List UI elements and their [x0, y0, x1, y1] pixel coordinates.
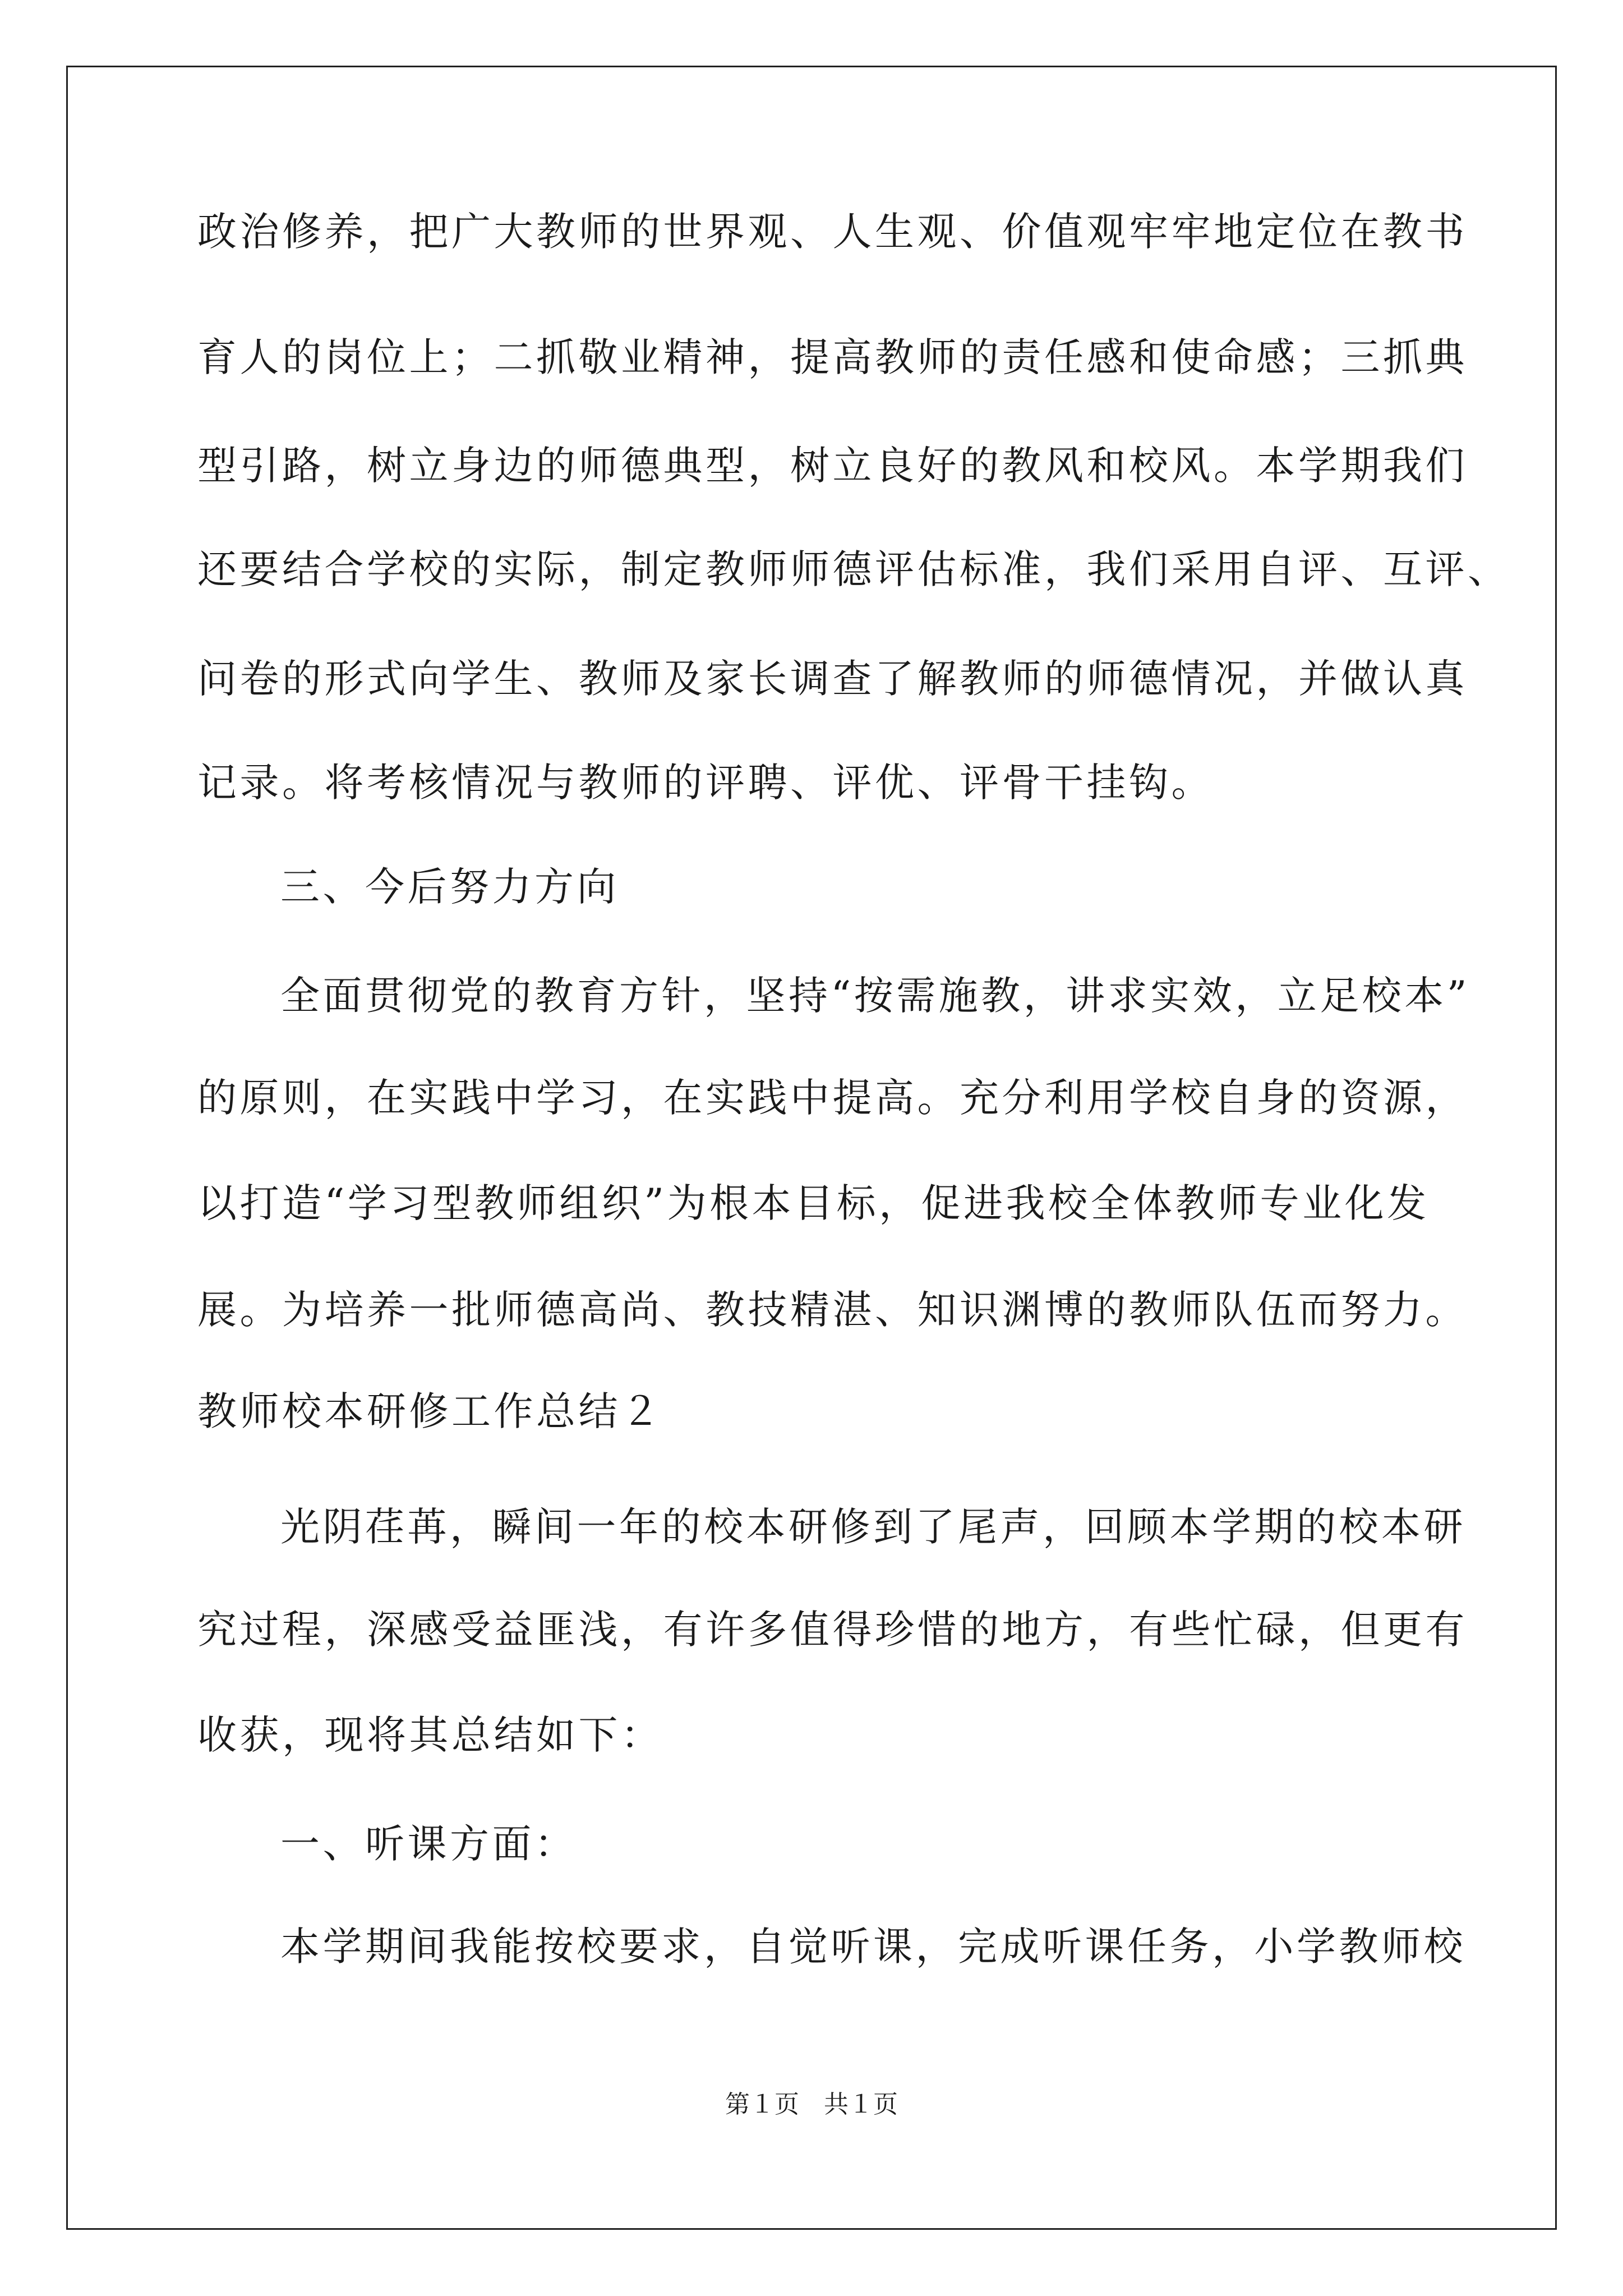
- text-line: 政治修养，把广大教师的世界观、人生观、价值观牢牢地定位在教书: [197, 209, 1468, 255]
- text-line: 收获，现将其总结如下：: [197, 1712, 663, 1758]
- text-line: 型引路，树立身边的师德典型，树立良好的教风和校风。本学期我们: [197, 443, 1468, 489]
- text-line: 本学期间我能按校要求，自觉听课，完成听课任务，小学教师校: [280, 1924, 1466, 1970]
- text-line: 的原则，在实践中学习，在实践中提高。充分利用学校自身的资源，: [197, 1075, 1468, 1121]
- section-heading: 三、今后努力方向: [280, 864, 619, 910]
- text-line: 还要结合学校的实际，制定教师师德评估标准，我们采用自评、互评、: [197, 546, 1510, 592]
- page-total: 共１页: [824, 2090, 898, 2119]
- document-title: 教师校本研修工作总结２: [197, 1388, 663, 1434]
- text-line: 记录。将考核情况与教师的评聘、评优、评骨干挂钩。: [197, 760, 1214, 806]
- text-line: 问卷的形式向学生、教师及家长调查了解教师的师德情况，并做认真: [197, 656, 1468, 702]
- text-line: 以打造“学习型教师组织”为根本目标，促进我校全体教师专业化发: [197, 1180, 1430, 1226]
- text-line: 展。为培养一批师德高尚、教技精湛、知识渊博的教师队伍而努力。: [197, 1287, 1468, 1333]
- text-line: 全面贯彻党的教育方针，坚持“按需施教，讲求实效，立足校本”: [280, 973, 1470, 1019]
- section-heading: 一、听课方面：: [280, 1821, 577, 1867]
- page-footer: [0, 2088, 1623, 2122]
- page-number: 第１页: [725, 2090, 799, 2119]
- page-border: [66, 66, 1557, 2230]
- text-line: 育人的岗位上；二抓敬业精神，提高教师的责任感和使命感；三抓典: [197, 334, 1468, 380]
- text-line: 究过程，深感受益匪浅，有许多值得珍惜的地方，有些忙碌，但更有: [197, 1607, 1468, 1653]
- text-line: 光阴荏苒，瞬间一年的校本研修到了尾声，回顾本学期的校本研: [280, 1504, 1466, 1550]
